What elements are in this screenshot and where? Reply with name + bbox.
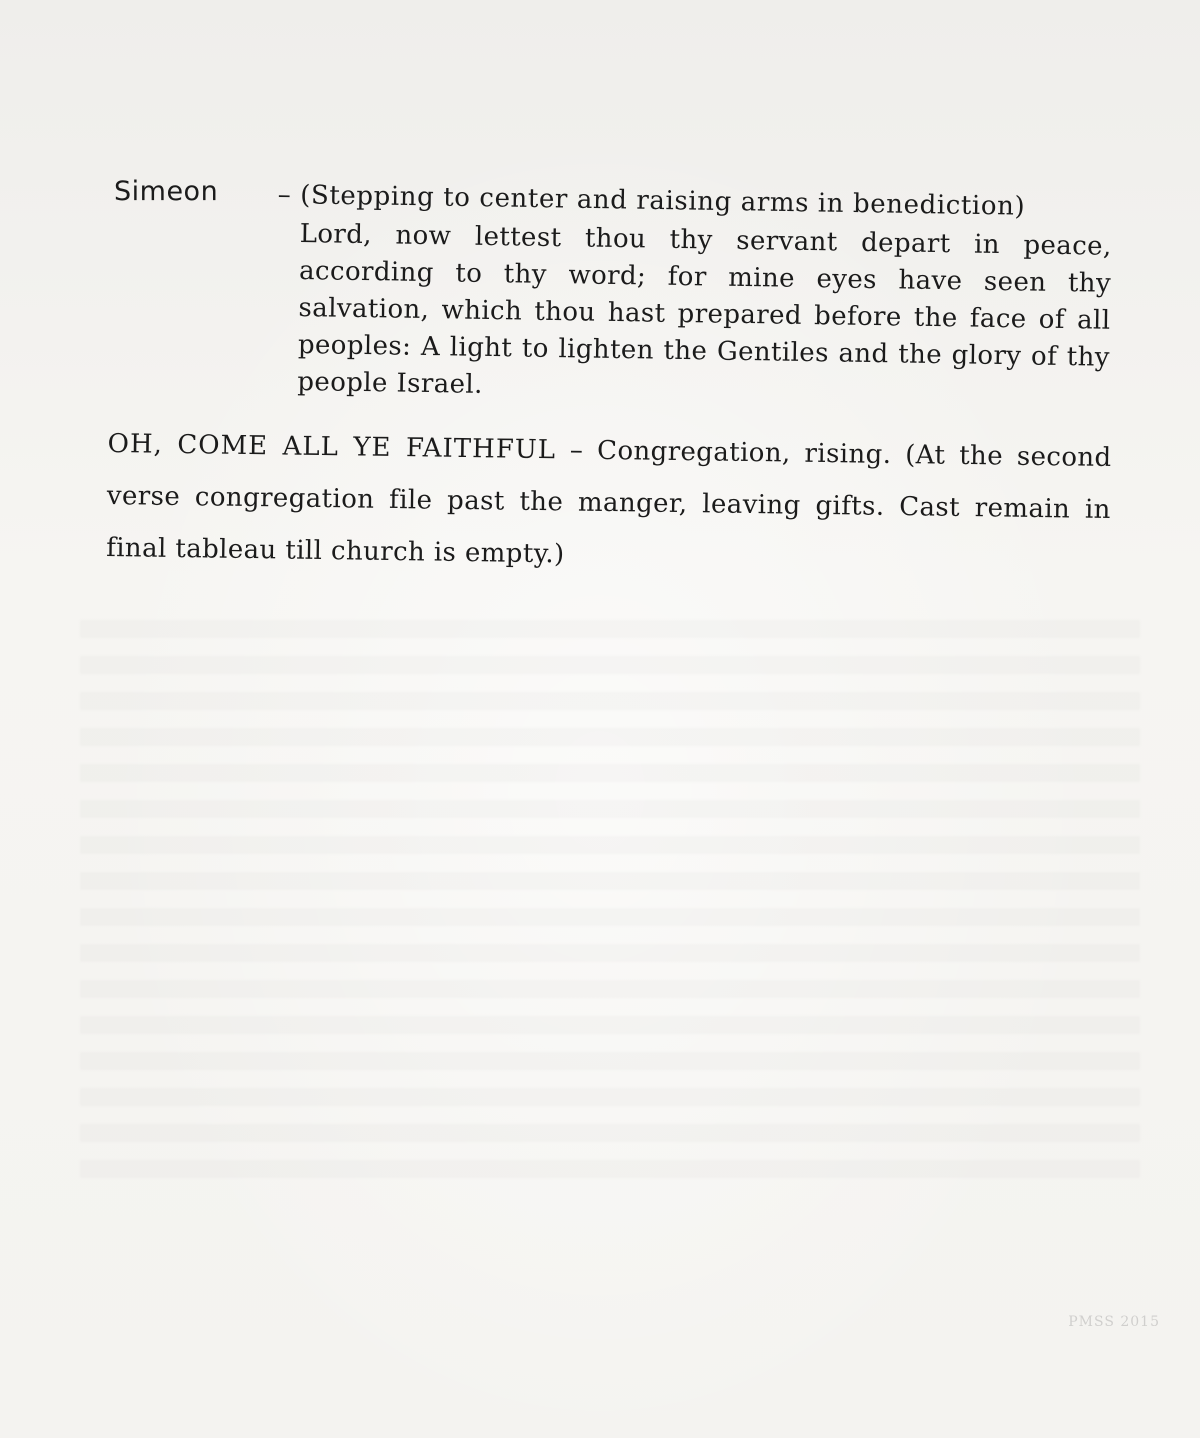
hymn-instruction: – Congregation, rising. (At the second verse congregation file past the manger, leaving gifts. Cast remain in final tableau till church is empty.) bbox=[105, 435, 1112, 570]
bleed-through-shadow bbox=[80, 620, 1140, 1180]
hymn-paragraph bbox=[106, 418, 1112, 588]
speaker-name: Simeon bbox=[114, 176, 219, 207]
stage-direction: – (Stepping to center and raising arms in benediction) bbox=[277, 180, 1026, 222]
speech-text: Lord, now lettest thou thy servant depart in peace, according to thy word; for mine eyes have seen thy salvation, which thou hast prepared before the face of all peoples: A light to lighten the Gentiles and the glory of thy people Israel. bbox=[297, 218, 1112, 400]
archive-stamp: PMSS 2015 bbox=[1068, 1314, 1160, 1330]
hymn-title: OH, COME ALL YE FAITHFUL bbox=[107, 428, 557, 466]
